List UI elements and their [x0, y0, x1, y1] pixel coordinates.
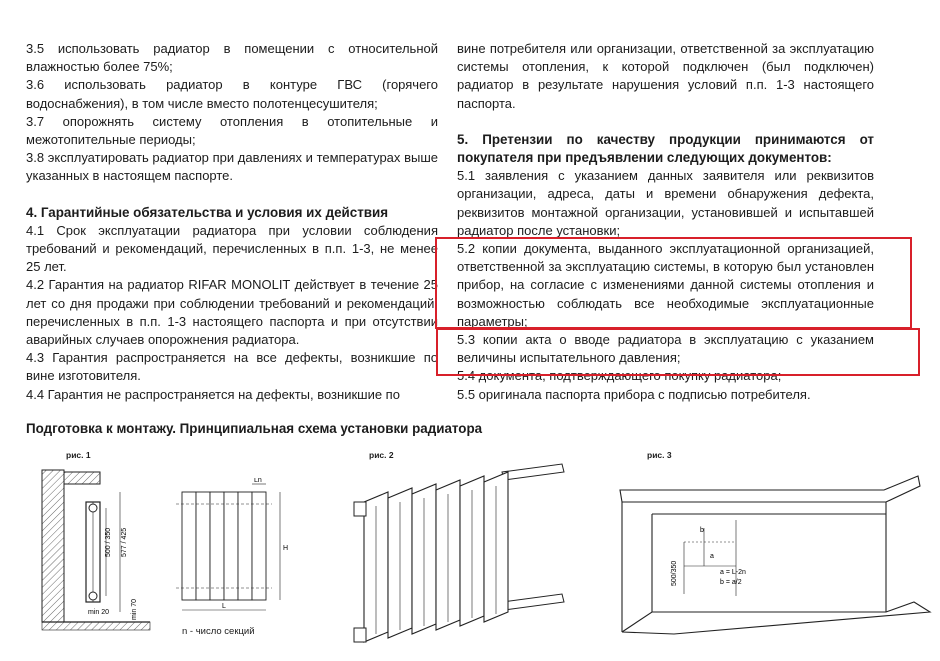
fig1-label: рис. 1 — [66, 450, 91, 460]
item-5-4: 5.4 документа, подтверждающего покупку радиатора; — [457, 368, 782, 384]
item-3-5: 3.5 использовать радиатор в помещении с относительной влажностью более 75%; — [26, 41, 438, 75]
section-5-heading: 5. Претензии по качеству продукции принимаются от покупателя при предъявлении следующих документов: — [457, 131, 874, 166]
item-3-7: 3.7 опорожнять систему отопления в отопительные и межотопительные периоды; — [26, 113, 438, 148]
fig3-dim-height: 500/350 — [671, 560, 678, 586]
fig1-dim-1: 500 / 350 — [105, 527, 112, 557]
fig1b-dim-h: H — [283, 545, 289, 552]
item-4-4-continued: вине потребителя или организации, ответственной за эксплуатацию системы отопления, к которой подключен (был подключен) радиатор в результате нарушения условий п.п. 1-3 настоящего паспорта. — [457, 41, 874, 111]
section-4-heading: 4. Гарантийные обязательства и условия их действия — [26, 204, 389, 220]
fig1-side-view-diagram — [40, 462, 160, 640]
item-4-4: 4.4 Гарантия не распространяется на дефекты, возникшие по — [26, 386, 400, 402]
fig1-front-view-diagram — [176, 478, 296, 618]
item-4-1: 4.1 Срок эксплуатации радиатора при условии соблюдения требований и рекомендаций, перечисленных в п.п. 1-3, не менее 25 лет. — [26, 222, 438, 275]
item-5-2: 5.2 копии документа, выданного эксплуатационной организацией, ответственной за эксплуатацию системы, в которую был установлен прибор, на согласие с изменениями данной системы отопления и возможностью соблюдать все необходимые эксплуатационные параметры; — [457, 241, 874, 329]
item-5-5: 5.5 оригинала паспорта прибора с подписью потребителя. — [457, 386, 811, 402]
fig2-isometric-radiator-diagram — [352, 462, 572, 652]
fig3-dim-a: a — [710, 553, 714, 560]
fig2-label: рис. 2 — [369, 450, 394, 460]
fig3-dim-b: b — [700, 527, 704, 534]
highlight-box-5-3 — [436, 328, 920, 376]
fig1b-dim-ln: Ln — [254, 478, 262, 484]
fig3-wall-niche-diagram — [614, 462, 936, 652]
left-text-column — [26, 40, 438, 404]
fig3-formula-a: a = L-2n — [720, 569, 746, 576]
fig1-dim-2: 577 / 425 — [121, 527, 128, 557]
fig3-label: рис. 3 — [647, 450, 672, 460]
fig3-formula-b: b = a/2 — [720, 579, 742, 586]
fig1b-caption: n - число секций — [182, 626, 255, 637]
fig1b-dim-l: L — [222, 603, 226, 610]
item-4-3: 4.3 Гарантия распространяется на все дефекты, возникшие по вине изготовителя. — [26, 350, 438, 384]
item-5-3: 5.3 копии акта о вводе радиатора в эксплуатацию с указанием величины испытательного давления; — [457, 332, 874, 366]
item-4-2: 4.2 Гарантия на радиатор RIFAR MONOLIT действует в течение 25 лет со дня продажи при соблюдении требований и рекомендаций, перечисленных в п.п. 1-3 настоящего паспорта и при отсутствии аварийных случаев опорожнения радиатора. — [26, 277, 438, 348]
fig1-dim-3: min 20 — [88, 609, 110, 616]
fig1-dim-4: min 70 — [131, 598, 138, 620]
highlight-box-5-2 — [435, 237, 912, 329]
item-3-8: 3.8 эксплуатировать радиатор при давлениях и температурах выше указанных в настоящем паспорте. — [26, 150, 438, 184]
item-3-6: 3.6 использовать радиатор в контуре ГВС (горячего водоснабжения), в том числе вместо полотенцесушителя; — [26, 77, 438, 111]
mounting-section-title: Подготовка к монтажу. Принципиальная схема установки радиатора — [26, 421, 483, 436]
item-5-1: 5.1 заявления с указанием данных заявителя или реквизитов организации, адреса, даты и времени обнаружения дефекта, реквизитов монтажной организации, установившей и испытавшей радиатор после установки; — [457, 168, 874, 238]
